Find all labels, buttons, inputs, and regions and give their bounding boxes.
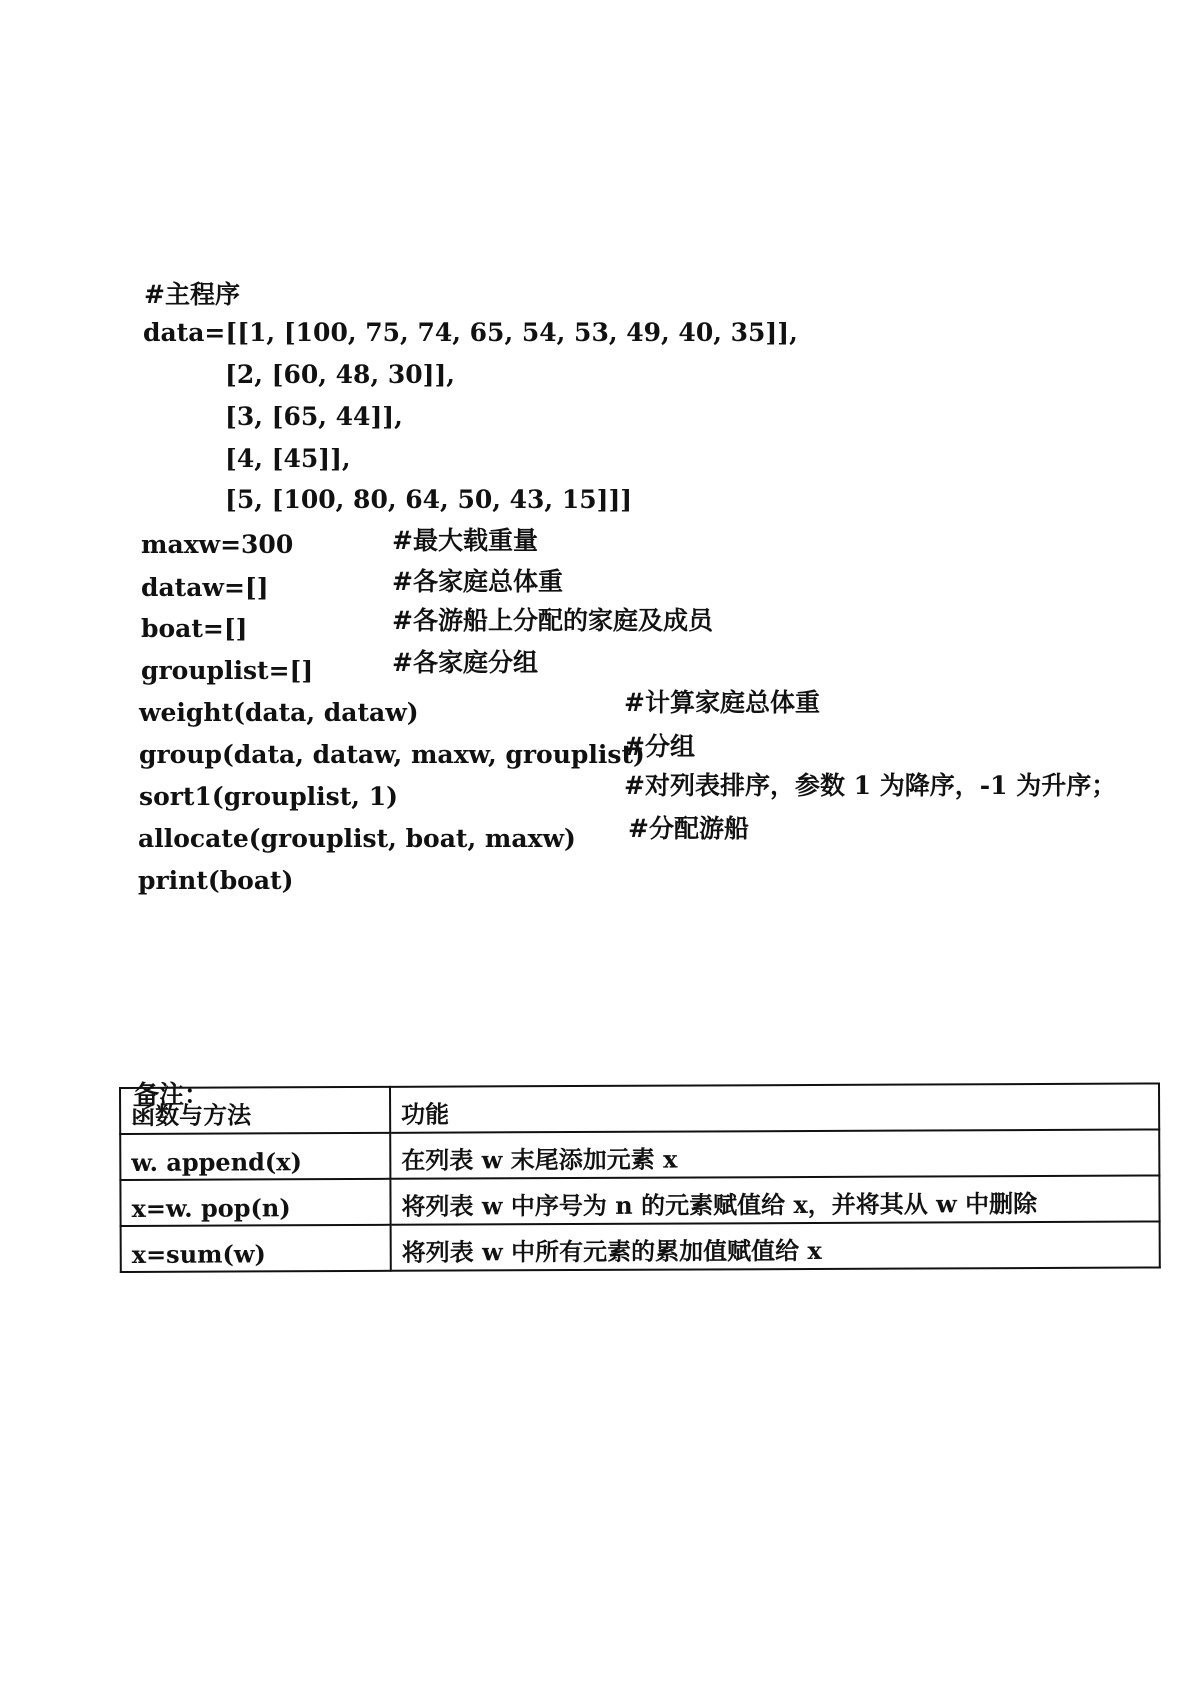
maxw-statement: maxw=300	[141, 530, 294, 559]
description-cell: 将列表 w 中序号为 n 的元素赋值给 x，并将其从 w 中删除	[390, 1175, 1159, 1224]
table-header-row	[120, 1083, 1159, 1134]
table-row	[121, 1221, 1160, 1272]
header-function: 函数与方法	[120, 1087, 390, 1134]
group-call: group(data, dataw, maxw, grouplist)	[139, 740, 645, 769]
allocate-comment: #分配游船	[628, 814, 749, 843]
maxw-comment: #最大载重量	[392, 526, 538, 555]
allocate-call: allocate(grouplist, boat, maxw)	[138, 824, 576, 853]
reference-table	[119, 1082, 1161, 1273]
data-line-3: [3, [65, 44]],	[225, 402, 403, 431]
boat-statement: boat=[]	[141, 614, 248, 643]
table-row	[120, 1175, 1159, 1226]
table-row	[120, 1129, 1159, 1180]
boat-comment: #各游船上分配的家庭及成员	[392, 606, 713, 635]
dataw-comment: #各家庭总体重	[392, 567, 563, 596]
header-description: 功能	[390, 1083, 1159, 1132]
data-line-1: data=[[1, [100, 75, 74, 65, 54, 53, 49, 40, 35]],	[143, 318, 798, 347]
function-cell: x=sum(w)	[121, 1225, 391, 1272]
grouplist-comment: #各家庭分组	[392, 648, 538, 677]
print-call: print(boat)	[138, 866, 294, 895]
data-line-5: [5, [100, 80, 64, 50, 43, 15]]]	[225, 485, 633, 514]
sort1-comment: #对列表排序，参数 1 为降序，-1 为升序；	[624, 771, 1117, 800]
function-cell: w. append(x)	[120, 1133, 390, 1180]
description-cell: 在列表 w 末尾添加元素 x	[390, 1129, 1159, 1178]
main-program-comment: #主程序	[144, 280, 240, 309]
data-line-4: [4, [45]],	[225, 444, 351, 473]
function-cell: x=w. pop(n)	[120, 1179, 390, 1226]
notes-title: 备注：	[134, 1080, 210, 1109]
weight-comment: #计算家庭总体重	[624, 688, 820, 717]
weight-call: weight(data, dataw)	[139, 698, 419, 727]
grouplist-statement: grouplist=[]	[141, 656, 314, 685]
sort1-call: sort1(grouplist, 1)	[139, 782, 398, 811]
data-line-2: [2, [60, 48, 30]],	[225, 360, 456, 389]
group-comment: #分组	[624, 732, 695, 761]
description-cell: 将列表 w 中所有元素的累加值赋值给 x	[391, 1221, 1160, 1270]
dataw-statement: dataw=[]	[141, 573, 269, 602]
